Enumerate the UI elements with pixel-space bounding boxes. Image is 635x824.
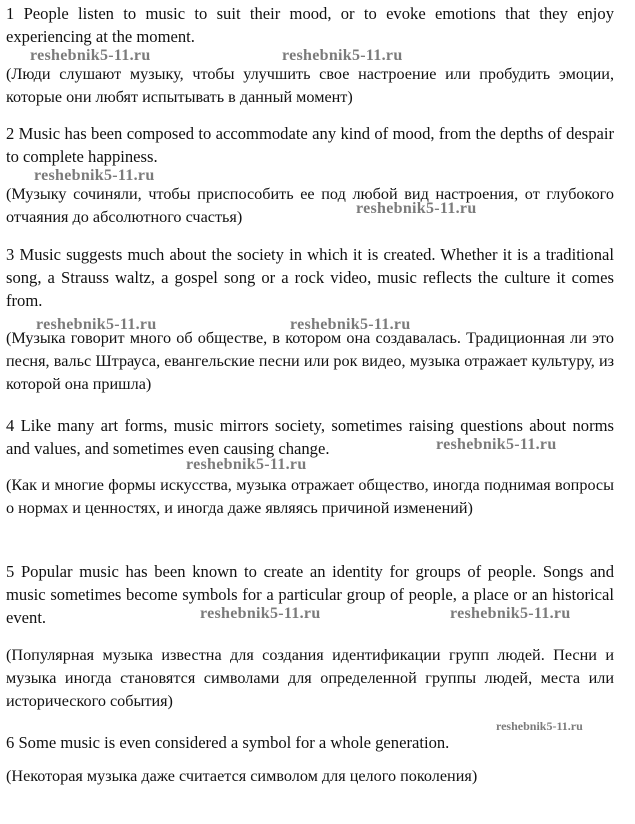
paragraph-5-ru: (Популярная музыка известна для создания идентификации групп людей. Песни и музыка иногда становятся символами для определенной группы людей, места или исторического события)	[6, 646, 614, 710]
watermark: reshebnik5-11.ru	[30, 47, 151, 64]
watermark: reshebnik5-11.ru	[186, 456, 307, 473]
watermark: reshebnik5-11.ru	[282, 47, 403, 64]
paragraph-6-ru: (Некоторая музыка даже считается символом для целого поколения)	[6, 767, 478, 785]
paragraph-3-en: 3 Music suggests much about the society in which it is created. Whether it is a traditional song, a Strauss waltz, a gospel song or a rock video, music reflects the culture it comes from.	[6, 245, 614, 310]
watermark: reshebnik5-11.ru	[36, 316, 157, 333]
watermark: reshebnik5-11.ru	[450, 605, 571, 622]
watermark: reshebnik5-11.ru	[200, 605, 321, 622]
paragraph-1-ru: (Люди слушают музыку, чтобы улучшить свое настроение или пробудить эмоции, которые они любят испытывать в данный момент)	[6, 65, 614, 106]
paragraph-6-en: 6 Some music is even considered a symbol for a whole generation.	[6, 733, 450, 752]
watermark: reshebnik5-11.ru	[436, 436, 557, 453]
paragraph-2-ru: (Музыку сочиняли, чтобы приспособить ее под любой вид настроения, от глубокого отчаяния до абсолютного счастья)	[6, 185, 614, 226]
watermark: reshebnik5-11.ru	[290, 316, 411, 333]
paragraph-1-en: 1 People listen to music to suit their mood, or to evoke emotions that they enjoy experiencing at the moment.	[6, 4, 614, 46]
watermark: reshebnik5-11.ru	[34, 167, 155, 184]
paragraph-2-en: 2 Music has been composed to accommodate any kind of mood, from the depths of despair to complete happiness.	[6, 124, 614, 166]
paragraph-4-en: 4 Like many art forms, music mirrors society, sometimes raising questions about norms and values, and sometimes even causing change.	[6, 416, 614, 458]
watermark: reshebnik5-11.ru	[496, 719, 583, 733]
watermark: reshebnik5-11.ru	[356, 200, 477, 217]
paragraph-4-ru: (Как и многие формы искусства, музыка отражает общество, иногда поднимая вопросы о нормах и ценностях, и иногда даже являясь причиной изменений)	[6, 476, 614, 517]
paragraph-3-ru: (Музыка говорит много об обществе, в котором она создавалась. Традиционная ли это песня, вальс Штрауса, евангельские песни или рок видео, музыка отражает культуру, из которой она пришла)	[6, 329, 614, 393]
paragraph-5-en: 5 Popular music has been known to create an identity for groups of people. Songs and music sometimes become symbols for a particular group of people, a place or an historical event.	[6, 562, 614, 627]
